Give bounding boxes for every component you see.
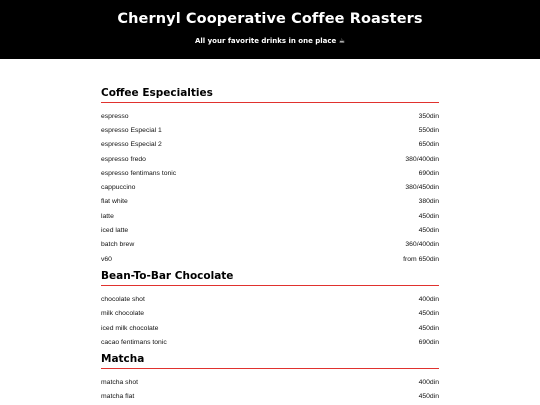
site-title: Chernyl Cooperative Coffee Roasters (117, 11, 423, 27)
item-price: 550din (418, 126, 439, 134)
item-name: iced milk chocolate (101, 324, 159, 332)
item-price: 450din (418, 212, 439, 220)
item-price: 350din (418, 112, 439, 120)
menu-item (101, 390, 439, 404)
menu-item (101, 209, 439, 223)
item-price: 400din (418, 295, 439, 303)
item-name: espresso fentimans tonic (101, 169, 177, 177)
item-price: 450din (418, 227, 439, 235)
item-name: cappuccino (101, 184, 136, 192)
item-price: 380/450din (405, 184, 439, 192)
item-name: espresso Especial 1 (101, 126, 162, 134)
item-name: espresso fredo (101, 155, 146, 163)
item-price: 450din (418, 324, 439, 332)
menu-item (101, 307, 439, 321)
menu-item (101, 138, 439, 152)
item-name: cacao fentimans tonic (101, 338, 167, 346)
item-name: milk chocolate (101, 310, 145, 318)
menu-item (101, 123, 439, 137)
item-price: 690din (418, 169, 439, 177)
item-name: espresso (101, 112, 129, 120)
section-title: Coffee Especialties (101, 87, 213, 99)
item-price: 360/400din (405, 241, 439, 249)
menu (101, 59, 439, 404)
item-name: espresso Especial 2 (101, 141, 162, 149)
item-name: batch brew (101, 241, 135, 249)
item-price: 690din (418, 338, 439, 346)
menu-item (101, 166, 439, 180)
menu-item (101, 375, 439, 389)
menu-section-coffee (101, 86, 439, 266)
menu-item (101, 238, 439, 252)
menu-item (101, 109, 439, 123)
item-price: 450din (418, 393, 439, 401)
item-name: v60 (101, 255, 112, 263)
menu-item (101, 252, 439, 266)
item-name: matcha flat (101, 393, 135, 401)
section-divider (101, 368, 439, 369)
item-price: 450din (418, 310, 439, 318)
item-name: chocolate shot (101, 295, 145, 303)
menu-item (101, 223, 439, 237)
item-price: 400din (418, 379, 439, 387)
site-header (0, 0, 540, 59)
item-name: iced latte (101, 227, 129, 235)
section-title: Matcha (101, 353, 145, 366)
item-name: latte (101, 212, 114, 220)
item-price: 380/400din (405, 155, 439, 163)
menu-item (101, 180, 439, 194)
menu-item (101, 195, 439, 209)
menu-item (101, 292, 439, 306)
section-title: Bean-To-Bar Chocolate (101, 270, 234, 283)
menu-item (101, 152, 439, 166)
item-name: matcha shot (101, 379, 139, 387)
item-price: 380din (418, 198, 439, 206)
site-tagline: All your favorite drinks in one place ☕ (194, 37, 346, 45)
menu-item (101, 321, 439, 335)
item-name: flat white (101, 198, 128, 206)
item-price: from 650din (403, 255, 439, 263)
section-divider (101, 285, 439, 286)
section-divider (101, 102, 439, 103)
menu-section-chocolate (101, 269, 439, 349)
menu-item (101, 335, 439, 349)
menu-section-matcha (101, 352, 439, 404)
item-price: 650din (418, 141, 439, 149)
